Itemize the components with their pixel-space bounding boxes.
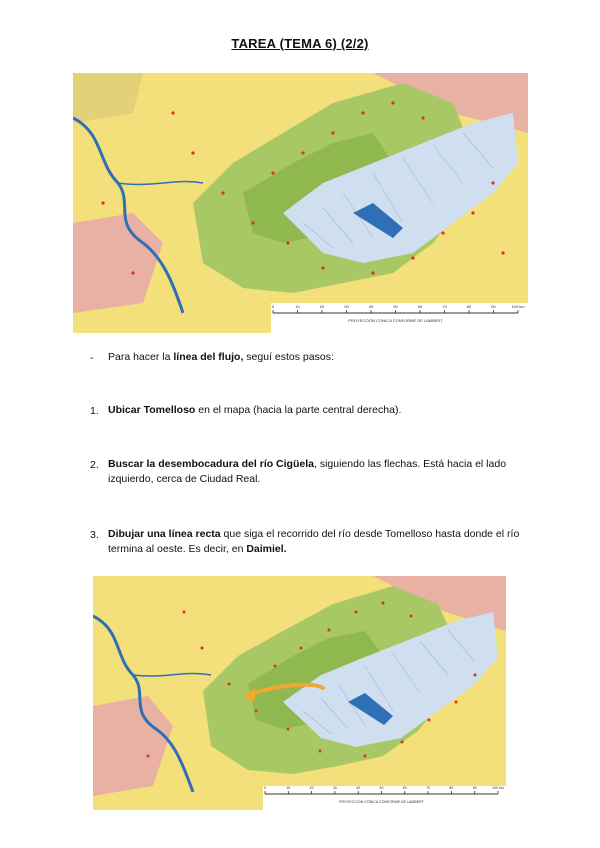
scale-tick-label: 70 [426,786,431,790]
step-2-rest: , siguiendo las flechas. Está hacia el lado izquierdo, cerca de Ciudad Real. [108,458,507,485]
scale-tick-label: 80 [466,304,472,309]
scale-tick-label: 10 [286,786,291,790]
step-3-text [108,527,533,557]
step-1-text [108,403,533,418]
scale-tick-label: 90 [472,786,477,790]
scale-tick-label: 80 [449,786,454,790]
scale-tick-label: 100 km [492,786,504,790]
scale-tick-label: 40 [368,304,374,309]
geological-map-1 [73,73,528,333]
scale-tick-label: 50 [379,786,384,790]
scale-tick-label: 40 [356,786,361,790]
scale-caption: PROYECCIÓN CÓNICA CONFORME DE LAMBERT [339,800,424,804]
scale-tick-label: 60 [402,786,407,790]
step-1-bold: Ubicar Tomelloso [108,404,196,416]
map-image [73,73,528,333]
scale-caption: PROYECCIÓN CÓNICA CONFORME DE LAMBERT [348,318,443,323]
step-3-rest: que siga el recorrido del río desde Tomelloso hasta donde el río termina al oeste. Es decir, en [108,528,520,555]
step-3-bold: Dibujar una línea recta [108,528,221,540]
scale-tick-label: 0 [271,304,275,309]
intro-text-2: seguí estos pasos: [243,351,334,363]
scale-tick-label: 70 [442,304,447,309]
scale-tick-label: 30 [344,304,349,309]
scale-tick-label: 30 [332,786,337,790]
scale-tick-label: 60 [417,304,423,309]
intro-text-1: Para hacer la [108,351,174,363]
step-3-number: 3. [90,529,99,541]
scale-tick-label: 50 [393,304,398,309]
intro-paragraph [108,350,533,365]
step-2-number: 2. [90,459,99,471]
step-3-bold-2: Daimiel. [246,543,287,555]
scale-tick-label: 0 [264,786,266,790]
scale-tick-label: 90 [491,304,496,309]
scale-tick-label: 10 [295,304,300,309]
intro-bold: línea del flujo, [173,351,244,363]
step-2-text [108,457,533,487]
scale-tick-label: 100 km [511,304,525,309]
page-title: TAREA (TEMA 6) (2/2) [231,36,369,51]
step-1-rest: en el mapa (hacia la parte central derecha). [195,404,402,416]
scale-tick-label: 20 [309,786,314,790]
step-1-number: 1. [90,405,99,417]
geological-map-2 [93,576,506,810]
intro-bullet: - [90,352,94,364]
step-2-bold: Buscar la desembocadura del río Cigüela [108,458,314,470]
scale-tick-label: 20 [319,304,325,309]
map-image [93,576,506,810]
